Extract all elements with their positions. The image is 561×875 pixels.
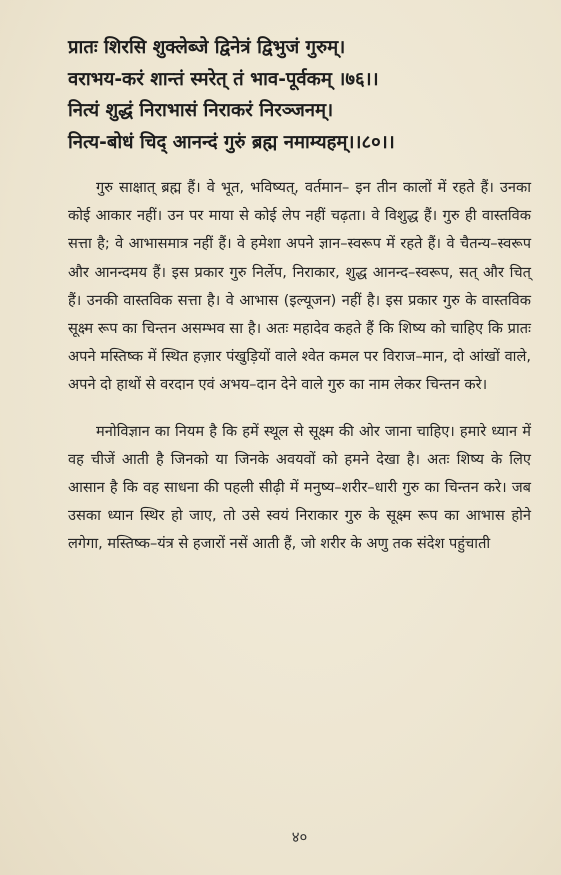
commentary-paragraph-1: गुरु साक्षात् ब्रह्म हैं। वे भूत, भविष्यत्, वर्तमान– इन तीन कालों में रहते हैं। उनका कोई आकार नहीं। उन पर माया से कोई लेप नहीं चढ़ता। वे विशुद्ध हैं। गुरु ही वास्तविक सत्ता है; वे आभासमात्र नहीं हैं। वे हमेशा अपने ज्ञान–स्वरूप में रहते हैं। वे चैतन्य–स्वरूप और आनन्दमय हैं। इस प्रकार गुरु निर्लेप, निराकार, शुद्ध आनन्द–स्वरूप, सत् और चित् हैं। उनकी वास्तविक सत्ता है। वे आभास (इल्यूजन) नहीं है। इस प्रकार गुरु के वास्तविक सूक्ष्म रूप का चिन्तन असम्भव सा है। अतः महादेव कहते हैं कि शिष्य को चाहिए कि प्रातः अपने मस्तिष्क में स्थित हज़ार पंखुड़ियों वाले श्वेत कमल पर विराज–मान, दो आंखों वाले, अपने दो हाथों से वरदान एवं अभय–दान देने वाले गुरु का नाम लेकर चिन्तन करे। [68,179,531,394]
verse-line-4: नित्य-बोधं चिद् आनन्दं गुरुं ब्रह्म नमाम्यहम्।।८०।। [68,131,395,153]
verse-line-3: नित्यं शुद्धं निराभासं निराकरं निरञ्जनम्। [68,100,334,121]
page-number: ४० [291,828,308,846]
verse-line-2: वराभय-करं शान्तं स्मरेत् तं भाव-पूर्वकम् ।७६।। [68,68,379,90]
commentary-paragraph-2: मनोविज्ञान का नियम है कि हमें स्थूल से सूक्ष्म की ओर जाना चाहिए। हमारे ध्यान में वह चीजें आती है जिनको या जिनके अवयवों को हमने देखा है। अतः शिष्य के लिए आसान है कि वह साधना की पहली सीढ़ी में मनुष्य–शरीर–धारी गुरु का चिन्तन करे। जब उसका ध्यान स्थिर हो जाए, तो उसे स्वयं निराकार गुरु के सूक्ष्म रूप का आभास होने लगेगा, मस्तिष्क–यंत्र से हजारों नसें आती हैं, जो शरीर के अणु तक संदेश पहुंचाती [68,422,531,553]
sanskrit-verse [68,32,531,158]
verse-line-1: प्रातः शिरसि शुक्लेब्जे द्विनेत्रं द्विभुजं गुरुम्। [68,37,346,58]
